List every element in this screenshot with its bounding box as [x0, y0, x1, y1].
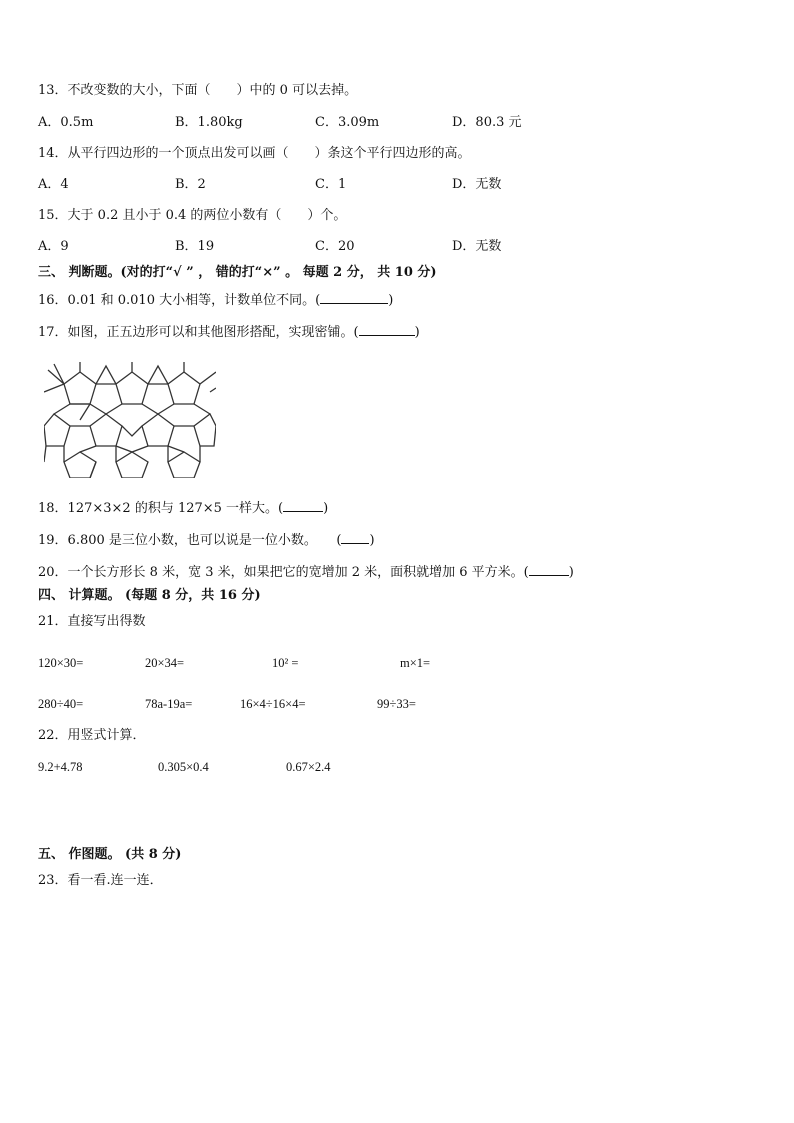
q13-stem: 13．不改变数的大小，下面（ ）中的 0 可以去掉。	[38, 83, 358, 98]
q14-option-a: A．4	[38, 177, 69, 192]
q15-option-c: C．20	[315, 239, 355, 254]
q17-answer-blank[interactable]	[359, 322, 415, 336]
q19-line	[38, 530, 375, 550]
q19-close: )	[369, 533, 375, 548]
pentagon-shape	[44, 414, 70, 446]
q14-stem: 14．从平行四边形的一个顶点出发可以画（ ）条这个平行四边形的高。	[38, 146, 471, 161]
section3-heading: 三、 判断题。(对的打“√ ” ， 错的打“×” 。 每题 2 分， 共 10 分)	[38, 265, 437, 280]
section5-heading: 五、 作图题。 (共 8 分)	[38, 847, 182, 862]
q17-close: )	[414, 325, 420, 340]
pentagon-shape	[168, 452, 200, 478]
q13-option-a: A．0.5m	[38, 115, 94, 130]
q14-option-c: C．1	[315, 177, 347, 192]
q21-expression: 20×34=	[145, 656, 185, 670]
q16-close: )	[388, 293, 394, 308]
pentagon-shape	[194, 414, 216, 446]
q15-option-d: D．无数	[452, 239, 502, 254]
pentagon-tessellation-figure	[44, 362, 216, 478]
q17-line	[38, 322, 420, 342]
q21-expression: m×1=	[400, 656, 431, 670]
q22-expression: 0.67×2.4	[286, 760, 331, 774]
pentagon-shape	[116, 452, 148, 478]
q23-stem: 23．看一看.连一连．	[38, 873, 163, 888]
q21-expression: 99÷33=	[377, 697, 416, 711]
section4-heading: 四、 计算题。 (每题 8 分，共 16 分)	[38, 588, 261, 603]
q14-option-d: D．无数	[452, 177, 502, 192]
q22-expression: 0.305×0.4	[158, 760, 209, 774]
pentagon-shape	[168, 372, 200, 404]
q13-option-b: B．1.80kg	[175, 115, 243, 130]
q17-stem: 17．如图，正五边形可以和其他图形搭配，实现密铺。(	[38, 325, 359, 340]
q21-expression: 78a-19a=	[145, 697, 193, 711]
q15-option-b: B．19	[175, 239, 215, 254]
q22-expression: 9.2+4.78	[38, 760, 83, 774]
q20-answer-blank[interactable]	[529, 562, 569, 576]
pentagon-shape	[142, 414, 174, 446]
pentagon-shape	[116, 372, 148, 404]
q13-option-d: D．80.3 元	[452, 115, 522, 130]
q13-option-c: C．3.09m	[315, 115, 380, 130]
q18-stem: 18．127×3×2 的积与 127×5 一样大。(	[38, 501, 284, 516]
q18-answer-blank[interactable]	[283, 498, 323, 512]
q20-line	[38, 562, 574, 582]
q22-stem: 22．用竖式计算．	[38, 728, 146, 743]
q18-line	[38, 498, 328, 518]
q15-option-a: A．9	[38, 239, 69, 254]
pentagon-shape	[90, 414, 122, 446]
q19-stem: 19．6.800 是三位小数，也可以说是一位小数。 (	[38, 533, 342, 548]
q20-stem: 20．一个长方形长 8 米，宽 3 米，如果把它的宽增加 2 米，面积就增加 6 平方米。(	[38, 565, 529, 580]
q15-stem: 15．大于 0.2 且小于 0.4 的两位小数有（ ）个。	[38, 208, 347, 223]
q21-expression: 10² =	[272, 656, 299, 670]
pentagon-shape	[64, 372, 96, 404]
q21-expression: 120×30=	[38, 656, 84, 670]
q16-answer-blank[interactable]	[320, 290, 388, 304]
q21-expression: 280÷40=	[38, 697, 84, 711]
q20-close: )	[568, 565, 574, 580]
q19-answer-blank[interactable]	[341, 530, 369, 544]
q16-stem: 16．0.01 和 0.010 大小相等，计数单位不同。(	[38, 293, 321, 308]
q18-close: )	[323, 501, 329, 516]
q21-expression: 16×4÷16×4=	[240, 697, 306, 711]
q14-option-b: B．2	[175, 177, 206, 192]
q21-stem: 21．直接写出得数	[38, 614, 146, 629]
q16-line	[38, 290, 393, 310]
